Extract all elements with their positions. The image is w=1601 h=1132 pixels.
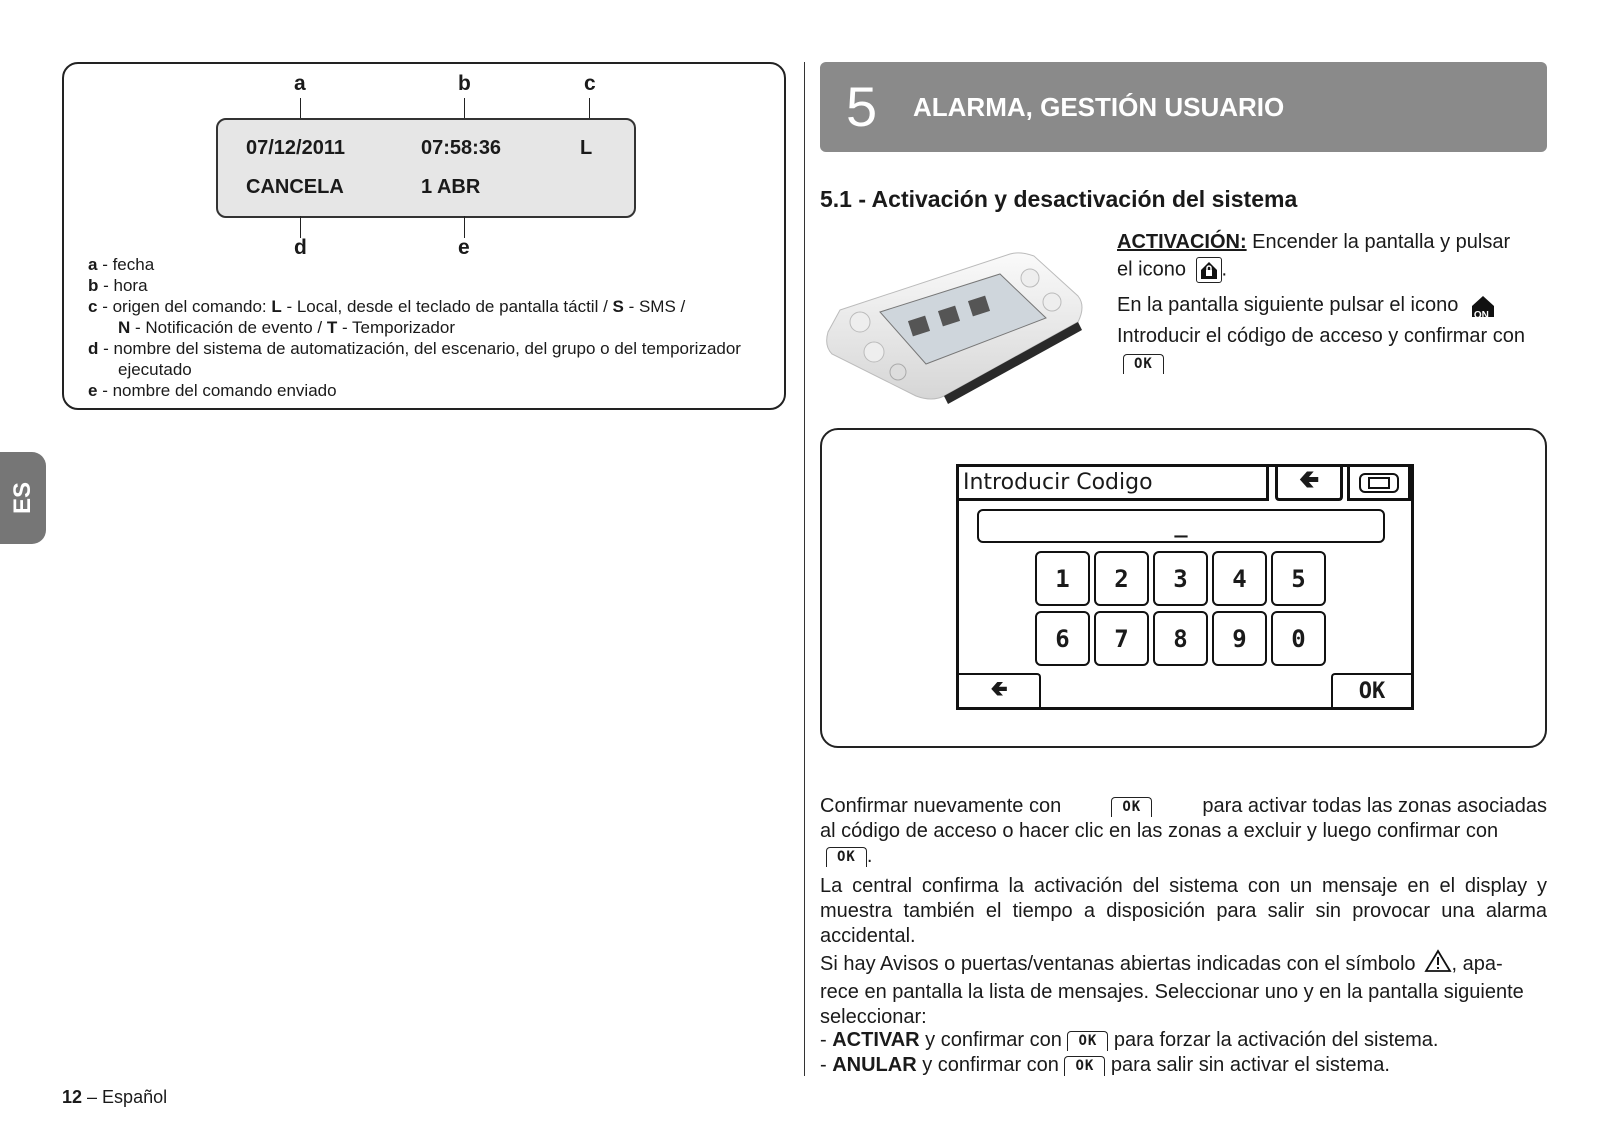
legend-item-d: d - nombre del sistema de automatización, del escenario, del grupo o del temporizador xyxy=(88,339,741,358)
activation-heading: ACTIVACIÓN: xyxy=(1117,231,1247,253)
section-number: 5 xyxy=(846,75,878,138)
diagram-legend xyxy=(88,254,778,401)
warnings-paragraph: Si hay Avisos o puertas/ventanas abiertas indicadas con el símbolo , apa- rece en pantalla la lista de mensajes. Seleccionar uno y en la pantalla siguiente seleccionar: xyxy=(820,949,1547,1030)
ok-button-icon: OK xyxy=(1123,354,1164,374)
callout-a: a xyxy=(294,72,306,95)
key-9[interactable]: 9 xyxy=(1212,611,1267,666)
house-on-icon: ON xyxy=(1470,294,1496,318)
callout-line-d xyxy=(300,216,301,238)
callout-line-a xyxy=(300,98,301,120)
ok-button-icon: OK xyxy=(1064,1056,1105,1076)
device-photo xyxy=(820,248,1088,406)
key-2[interactable]: 2 xyxy=(1094,551,1149,606)
subsection-title: 5.1 - Activación y desactivación del sistema xyxy=(820,186,1298,212)
footer-language: Español xyxy=(102,1087,168,1107)
status-display-panel xyxy=(216,118,636,218)
key-5[interactable]: 5 xyxy=(1271,551,1326,606)
backspace-button[interactable]: 🢀 xyxy=(959,673,1041,707)
key-3[interactable]: 3 xyxy=(1153,551,1208,606)
callout-line-e xyxy=(464,216,465,238)
keypad-ok-button[interactable]: OK xyxy=(1331,673,1411,707)
legend-item-c-cont: N - Notificación de evento / T - Temporizador xyxy=(118,318,456,337)
ok-button-icon: OK xyxy=(826,847,867,867)
code-input[interactable]: _ xyxy=(977,509,1385,543)
ok-button-icon: OK xyxy=(1067,1031,1108,1051)
legend-item-a: a - fecha xyxy=(88,255,155,274)
option-anular: - ANULAR y confirmar con OK para salir sin activar el sistema. xyxy=(820,1054,1390,1076)
display-date: 07/12/2011 xyxy=(246,137,345,159)
key-7[interactable]: 7 xyxy=(1094,611,1149,666)
callout-b: b xyxy=(458,72,471,95)
warning-triangle-icon xyxy=(1424,949,1452,980)
key-0[interactable]: 0 xyxy=(1271,611,1326,666)
ok-button-icon: OK xyxy=(1111,797,1152,817)
code-entry-screen xyxy=(956,464,1414,710)
key-8[interactable]: 8 xyxy=(1153,611,1208,666)
key-1[interactable]: 1 xyxy=(1035,551,1090,606)
section-title: ALARMA, GESTIÓN USUARIO xyxy=(913,92,1285,122)
house-lock-icon xyxy=(1196,257,1222,283)
activation-paragraph: ACTIVACIÓN: Encender la pantalla y pulsar el icono . En la pantalla siguiente pulsar el icono ON Introducir el código de acceso y confirmar con OK xyxy=(1117,231,1525,372)
callout-e: e xyxy=(458,236,470,259)
option-activar: - ACTIVAR y confirmar con OK para forzar la activación del sistema. xyxy=(820,1029,1439,1051)
page-number: 12 xyxy=(62,1087,83,1107)
legend-item-e: e - nombre del comando enviado xyxy=(88,381,337,400)
column-divider xyxy=(804,62,805,1076)
key-6[interactable]: 6 xyxy=(1035,611,1090,666)
legend-item-b: b - hora xyxy=(88,276,148,295)
confirm-paragraph: Confirmar nuevamente con OK para activar todas las zonas asociadas al código de acceso o hacer clic en las zonas a excluir y luego confirmar con OK . xyxy=(820,795,1547,867)
legend-item-c: c - origen del comando: L - Local, desde el teclado de pantalla táctil / S - SMS / xyxy=(88,297,686,316)
callout-line-c xyxy=(589,98,590,120)
option-list xyxy=(820,1028,1547,1078)
display-time: 07:58:36 xyxy=(421,137,502,159)
display-command: 1 ABR xyxy=(421,176,481,198)
keypad-title: Introducir Codigo xyxy=(963,470,1153,495)
callout-d: d xyxy=(294,236,307,259)
legend-item-d-cont: ejecutado xyxy=(118,360,192,379)
page-footer: 12 – Español xyxy=(62,1087,168,1107)
display-origin: L xyxy=(580,137,593,159)
display-system-name: CANCELA xyxy=(246,176,344,198)
key-4[interactable]: 4 xyxy=(1212,551,1267,606)
central-paragraph: La central confirma la activación del sistema con un mensaje en el display y muestra también el tiempo a disposición para salir sin provocar una alarma accidental. xyxy=(820,875,1547,947)
display-toggle-icon[interactable] xyxy=(1347,467,1411,501)
back-arrow-icon[interactable]: 🢀 xyxy=(1275,467,1343,501)
callout-line-b xyxy=(464,98,465,120)
callout-c: c xyxy=(584,72,596,95)
language-tab: ES xyxy=(0,452,46,544)
